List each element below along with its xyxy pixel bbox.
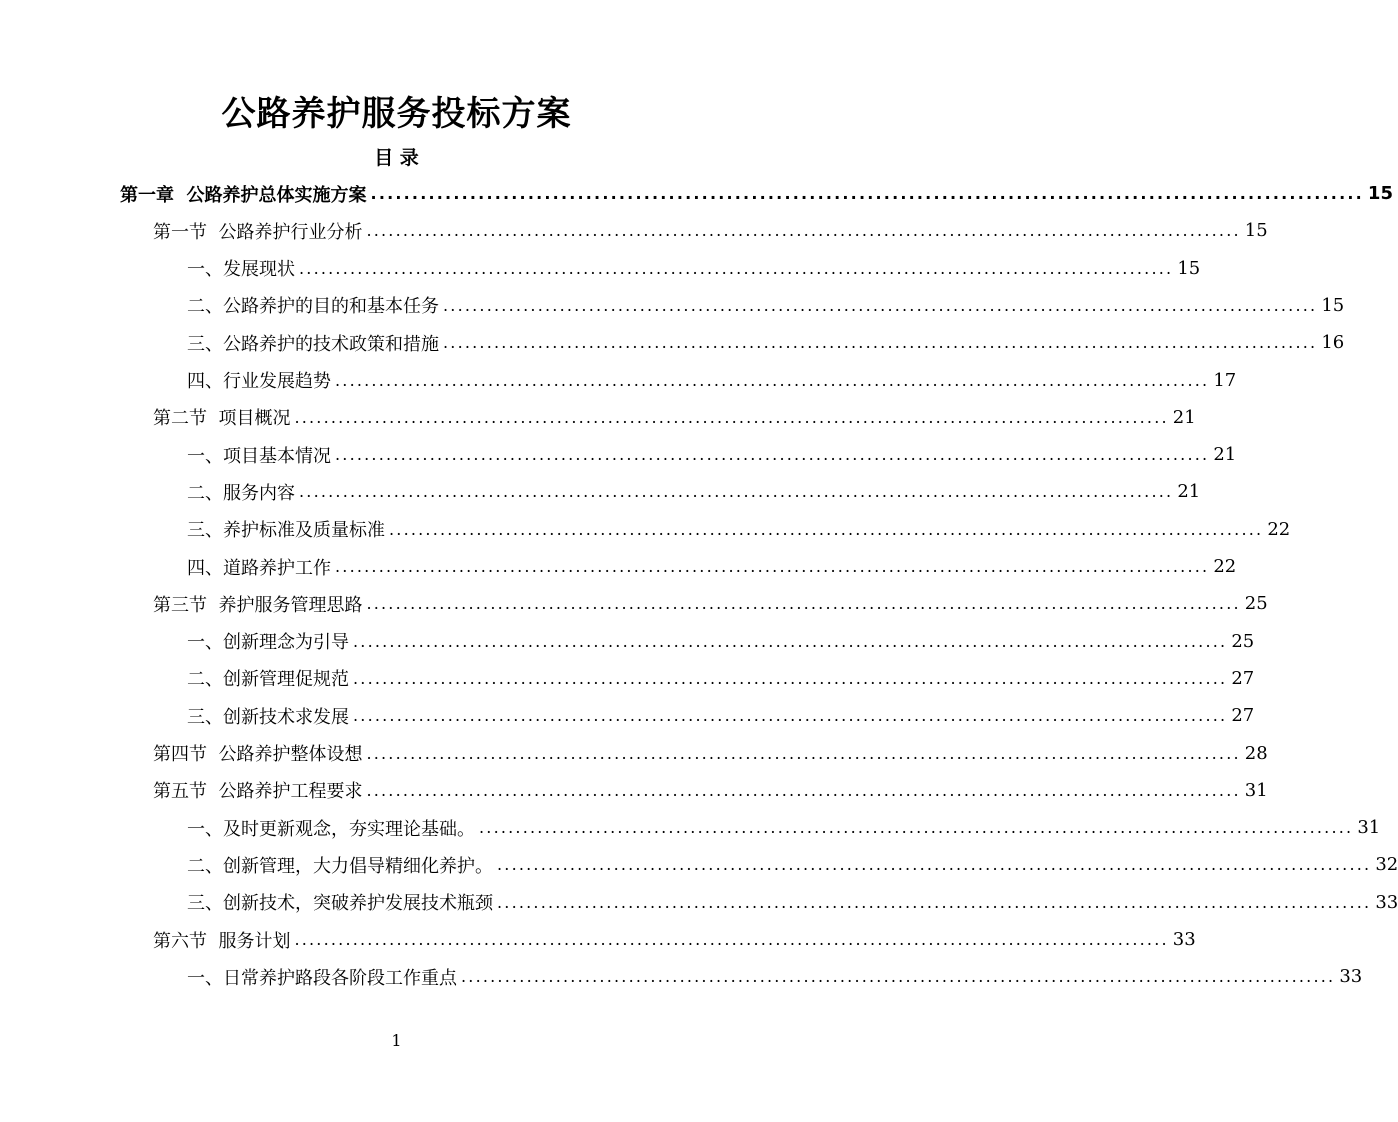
toc-entry-label: 一、及时更新观念，夯实理论基础。 [187, 818, 475, 840]
toc-entry-label: 第一章 公路养护总体实施方案 [120, 184, 367, 206]
toc-dot-leader: ........................................................................................................................ [299, 482, 1174, 502]
toc-dot-leader: ........................................................................................................................ [443, 295, 1318, 315]
toc-entry[interactable] [153, 772, 1268, 809]
toc-heading: 目 录 [374, 147, 419, 169]
toc-dot-leader: ........................................................................................................................ [479, 818, 1354, 838]
toc-dot-leader: ........................................................................................................................ [353, 706, 1228, 726]
toc-dot-leader: ........................................................................................................................ [335, 557, 1210, 576]
toc-dot-leader: ........................................................................................................................ [366, 594, 1241, 614]
toc-entry-label: 四、道路养护工作 [187, 557, 331, 579]
toc-entry-page: 15 [1367, 183, 1393, 204]
toc-entry-page: 33 [1172, 929, 1196, 950]
toc-entry-page: 32 [1375, 854, 1398, 876]
toc-entry-page: 28 [1244, 742, 1268, 764]
toc-dot-leader: ........................................................................................................................ [497, 855, 1372, 875]
toc-entry[interactable] [187, 884, 1398, 921]
toc-entry[interactable] [187, 548, 1237, 585]
toc-entry[interactable] [187, 660, 1255, 697]
toc-dot-leader: ........................................................................................................................ [335, 370, 1210, 390]
toc-entry-page: 21 [1177, 481, 1201, 503]
toc-entry-label: 第一节 公路养护行业分析 [153, 221, 363, 243]
toc-dot-leader: ........................................................................................................................ [294, 930, 1169, 949]
toc-entry-page: 16 [1321, 332, 1345, 354]
toc-entry-label: 二、公路养护的目的和基本任务 [187, 296, 439, 318]
toc-entry[interactable] [187, 287, 1345, 324]
toc-entry-page: 15 [1321, 294, 1345, 316]
toc-entry[interactable] [187, 324, 1345, 361]
toc-dot-leader: ........................................................................................................................ [366, 780, 1241, 800]
toc-entry-label: 第六节 服务计划 [153, 930, 291, 952]
toc-entry-label: 二、创新管理，大力倡导精细化养护。 [187, 855, 493, 877]
toc-entry-label: 一、项目基本情况 [187, 445, 331, 467]
toc-entry[interactable] [187, 362, 1237, 399]
toc-entry-page: 17 [1213, 369, 1237, 391]
toc-entry[interactable] [187, 809, 1381, 846]
toc-entry[interactable] [187, 846, 1398, 883]
toc-dot-leader: ........................................................................................................................ [353, 668, 1228, 688]
toc-dot-leader: ........................................................................................................................ [366, 221, 1241, 241]
toc-entry-page: 31 [1244, 779, 1268, 801]
toc-entry-label: 第二节 项目概况 [153, 408, 291, 430]
toc-dot-leader: ........................................................................................................................ [443, 333, 1318, 353]
toc-entry[interactable] [153, 921, 1196, 958]
toc-entry[interactable] [120, 175, 1393, 212]
toc-entry-label: 三、公路养护的技术政策和措施 [187, 333, 439, 355]
toc-entry-label: 第四节 公路养护整体设想 [153, 744, 363, 765]
toc-entry[interactable] [187, 958, 1363, 995]
toc-entry-page: 22 [1267, 518, 1291, 540]
toc-entry[interactable] [187, 511, 1291, 548]
toc-entry-page: 27 [1231, 705, 1255, 727]
toc-entry[interactable] [153, 399, 1196, 436]
toc-entry-label: 一、发展现状 [187, 259, 295, 281]
toc-entry-page: 15 [1244, 220, 1268, 242]
toc-entry-page: 25 [1244, 593, 1268, 615]
toc-dot-leader: ........................................................................................................................ [335, 445, 1210, 465]
toc-entry-label: 二、服务内容 [187, 482, 295, 504]
toc-dot-leader: ........................................................................................................................ [294, 407, 1169, 427]
toc-dot-leader: ........................................................................................................................ [370, 184, 1364, 203]
toc-entry-page: 31 [1357, 817, 1381, 839]
toc-entry-label: 一、日常养护路段各阶段工作重点 [187, 967, 457, 989]
toc-entry[interactable] [187, 436, 1237, 473]
toc-dot-leader: ........................................................................................................................ [353, 631, 1228, 651]
toc-entry-label: 三、创新技术，突破养护发展技术瓶颈 [187, 893, 493, 915]
toc-entry[interactable] [187, 697, 1255, 734]
toc-entry-page: 25 [1231, 630, 1255, 652]
toc-entry[interactable] [153, 735, 1268, 772]
toc-entry-label: 第三节 养护服务管理思路 [153, 594, 363, 616]
toc-entry-page: 27 [1231, 667, 1255, 689]
toc-dot-leader: ........................................................................................................................ [461, 967, 1336, 987]
toc-entry-page: 33 [1339, 966, 1363, 988]
toc-entry-label: 第五节 公路养护工程要求 [153, 781, 363, 803]
toc-entry-page: 15 [1177, 257, 1201, 279]
toc-entry[interactable] [187, 473, 1201, 510]
toc-entry-label: 二、创新管理促规范 [187, 669, 349, 691]
toc-entry-page: 21 [1213, 444, 1237, 466]
toc-entry-label: 三、创新技术求发展 [187, 706, 349, 728]
toc-dot-leader: ........................................................................................................................ [497, 892, 1372, 912]
toc-dot-leader: ........................................................................................................................ [299, 258, 1174, 278]
toc-entry[interactable] [187, 623, 1255, 660]
toc-entry-label: 三、养护标准及质量标准 [187, 520, 385, 542]
page-number: 1 [391, 1031, 402, 1050]
toc-entry[interactable] [187, 250, 1201, 287]
toc-entry[interactable] [153, 585, 1268, 622]
toc-entry-page: 22 [1213, 556, 1237, 577]
toc-entry-label: 一、创新理念为引导 [187, 632, 349, 654]
toc-dot-leader: ........................................................................................................................ [366, 743, 1241, 763]
toc-dot-leader: ........................................................................................................................ [389, 519, 1264, 539]
toc-entry[interactable] [153, 212, 1268, 249]
toc-entry-page: 21 [1172, 406, 1196, 428]
document-title: 公路养护服务投标方案 [221, 94, 572, 134]
toc-entry-page: 33 [1375, 891, 1398, 913]
toc-entry-label: 四、行业发展趋势 [187, 371, 331, 392]
